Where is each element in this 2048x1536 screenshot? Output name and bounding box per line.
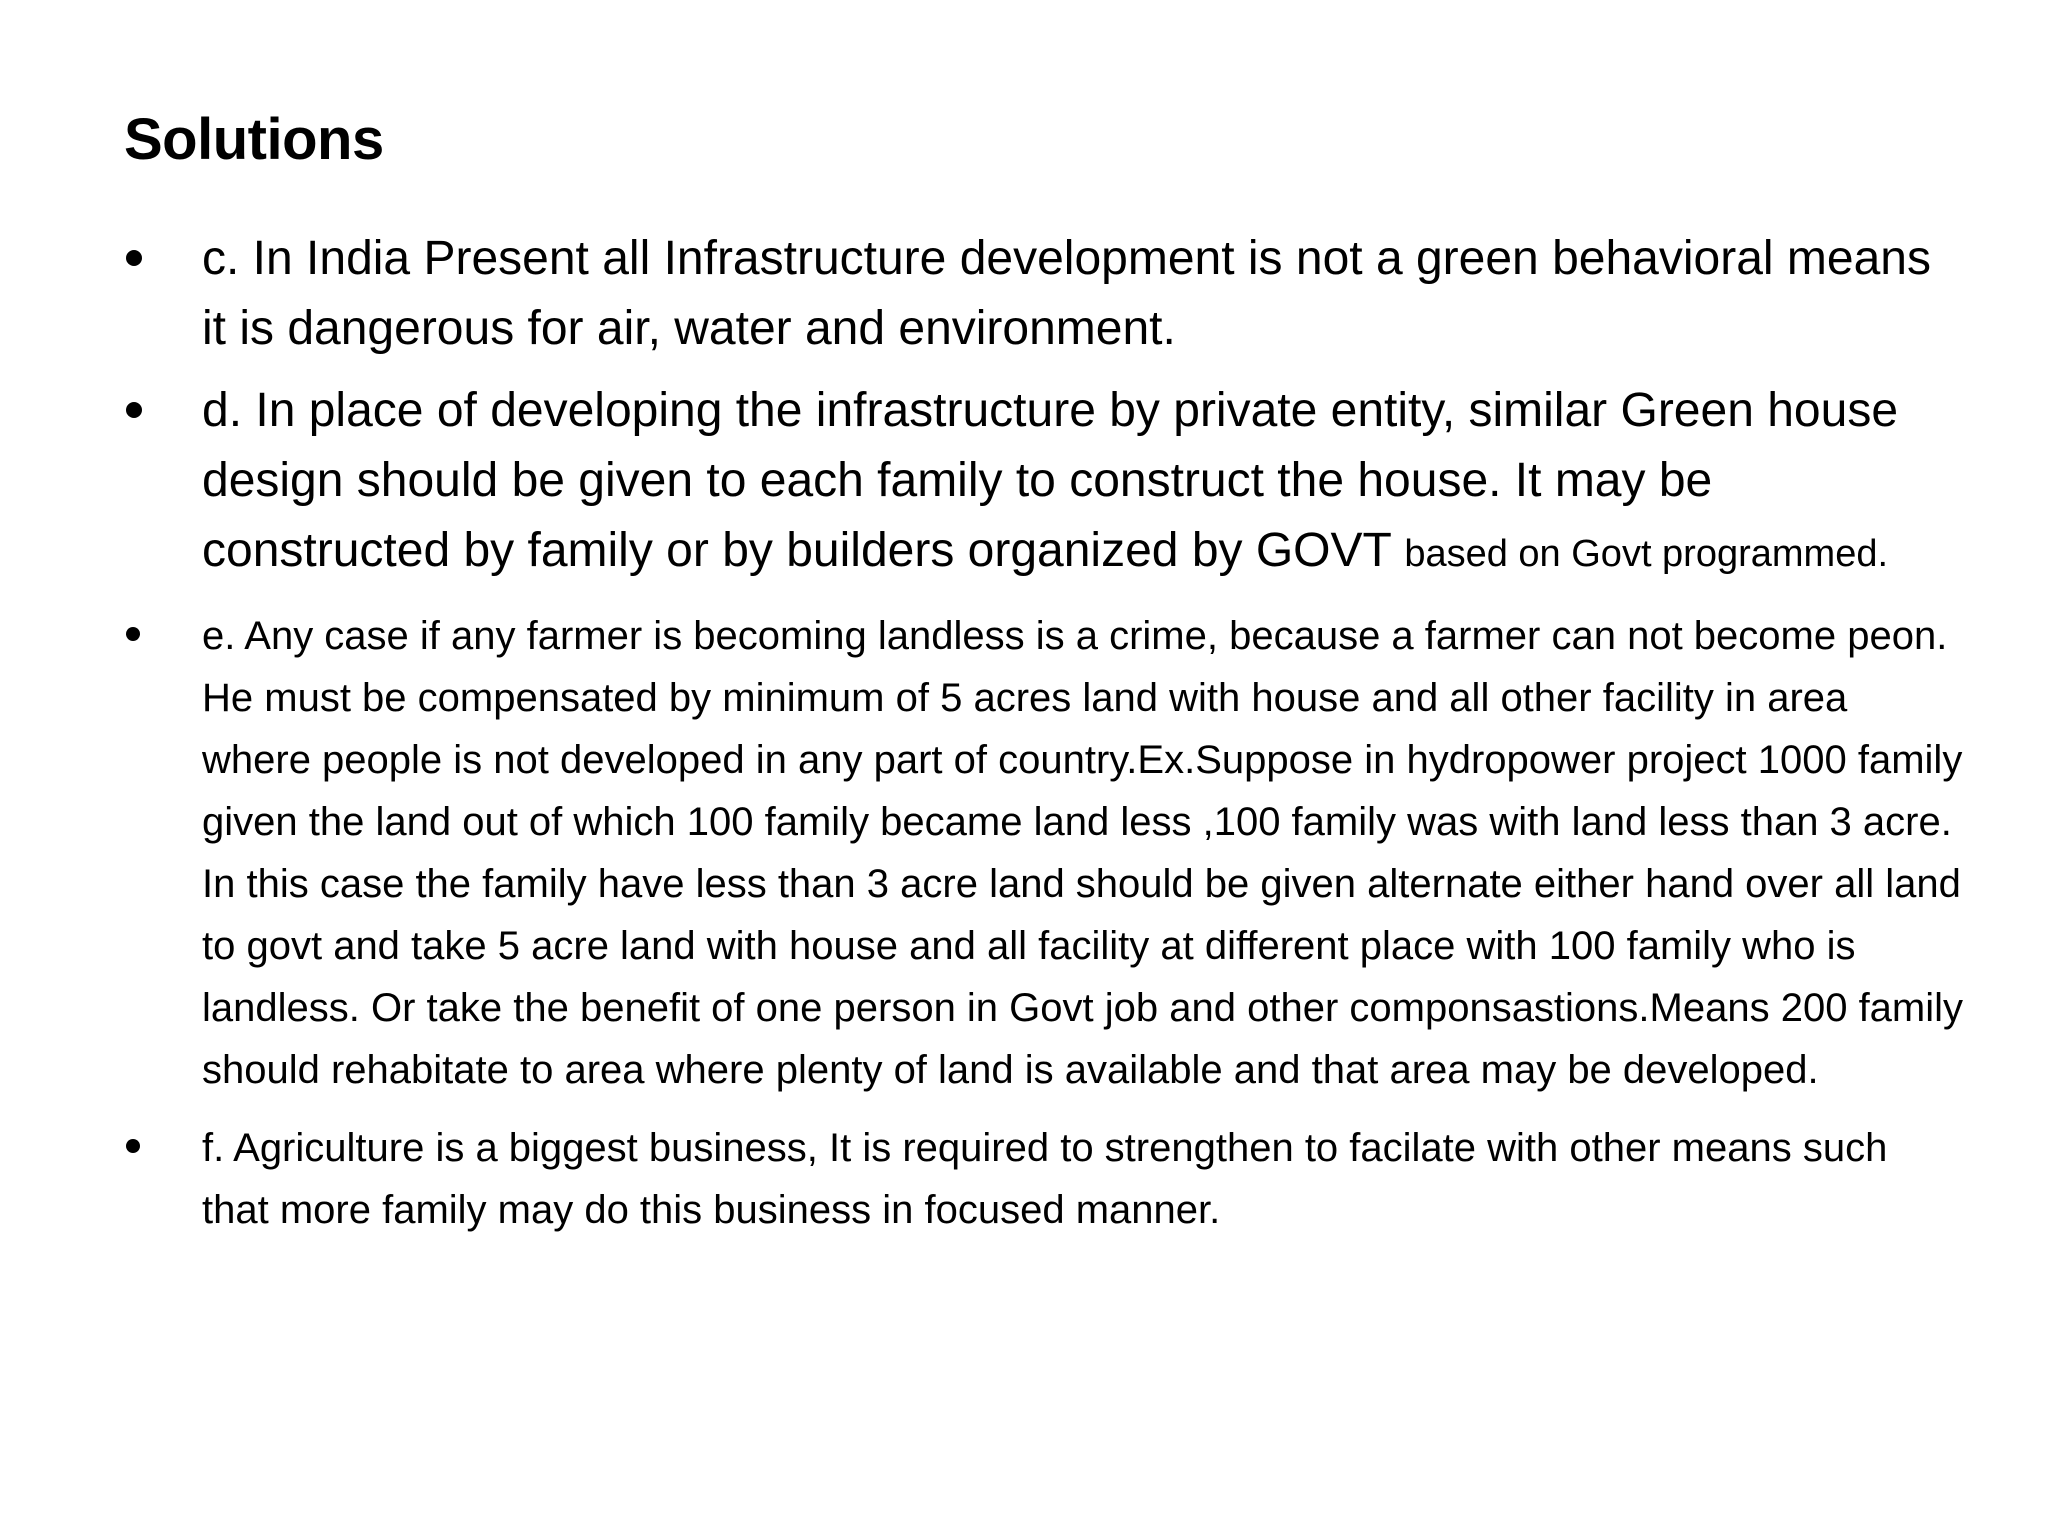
bullet-item-e [124, 605, 1964, 1101]
bullet-text: c. In India Present all Infrastructure development is not a green behavioral means it is dangerous for air, water and environment. [202, 232, 1931, 355]
bullet-item-f [124, 1117, 1964, 1241]
bullet-text: e. Any case if any farmer is becoming landless is a crime, because a farmer can not become peon. He must be compensated by minimum of 5 acres land with house and all other facility in area where people is not developed in any part of country.Ex.Suppose in hydropower project 1000 family given the land out of which 100 family became land less ,100 family was with land less than 3 acre. In this case the family have less than 3 acre land should be given alternate either hand over all land to govt and take 5 acre land with house and all facility at different place with 100 family who is landless. Or take the benefit of one person in Govt job and other componsastions.Means 200 family should rehabitate to area where plenty of land is available and that area may be developed. [202, 614, 1964, 1092]
bullet-dot-icon [126, 1139, 140, 1153]
bullet-dot-icon [126, 402, 142, 418]
bullet-list [124, 224, 1964, 1241]
bullet-dot-icon [126, 627, 140, 641]
slide-title: Solutions [124, 107, 384, 172]
bullet-text-wrapper [202, 376, 1964, 589]
bullet-dot-icon [126, 250, 142, 266]
bullet-item-c [124, 224, 1964, 364]
bullet-text: d. In place of developing the infrastructure by private entity, similar Green house design should be given to each family to construct the house. It may be constructed by family or by builders organized by GOVT [202, 384, 1899, 577]
bullet-text-tail: based on Govt programmed. [1404, 533, 1889, 575]
bullet-text: f. Agriculture is a biggest business, It is required to strengthen to facilate with other means such that more family may do this business in focused manner. [202, 1126, 1888, 1232]
bullet-item-d [124, 376, 1964, 589]
